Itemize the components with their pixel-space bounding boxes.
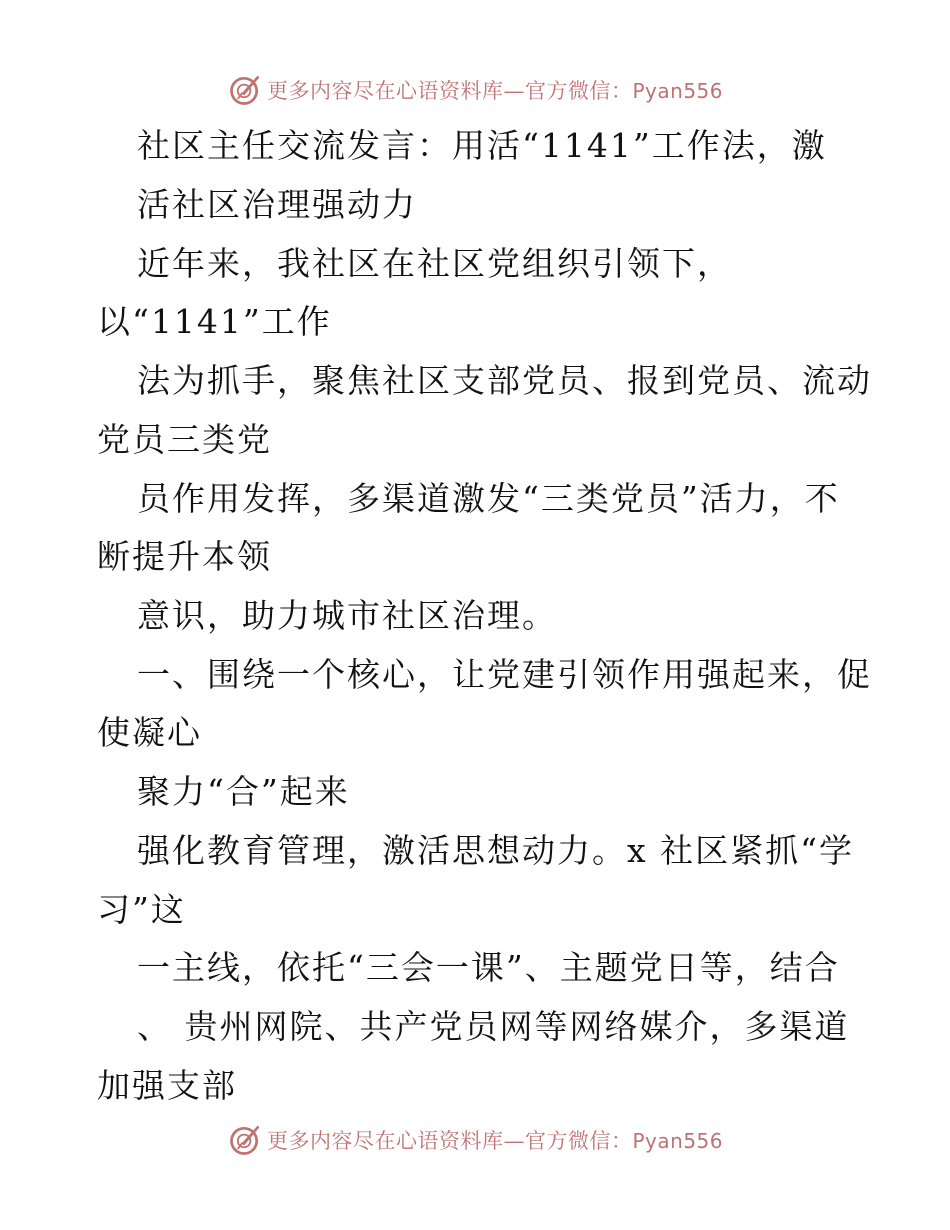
title-line-1: 社区主任交流发言：用活“1141”工作法，激: [137, 126, 827, 165]
text-line: 法为抓手，聚焦社区支部党员、报到党员、流动: [137, 361, 872, 400]
watermark-wechat-id: Pyan556: [632, 1129, 723, 1153]
watermark-wechat-id: Pyan556: [632, 79, 723, 103]
title-line-2: 活社区治理强动力: [137, 185, 417, 224]
section-heading-line-1: 一、围绕一个核心，让党建引领作用强起来，促: [137, 655, 872, 694]
text-line: 员作用发挥，多渠道激发“三类党员”活力，不: [137, 479, 840, 518]
text-line: 加强支部: [97, 1066, 237, 1105]
footer-watermark: [0, 1120, 950, 1160]
text-line: 意识，助力城市社区治理。: [137, 596, 557, 635]
quill-logo-icon: [227, 1122, 263, 1158]
section-heading-line-3: 聚力“合”起来: [137, 772, 350, 811]
watermark-text: 更多内容尽在心语资料库—官方微信：: [266, 1129, 633, 1153]
text-line: 党员三类党: [97, 420, 272, 459]
watermark-text: 更多内容尽在心语资料库—官方微信：: [266, 79, 633, 103]
text-line: 一主线，依托“三会一课”、主题党日等，结合: [137, 948, 840, 987]
section-heading-line-2: 使凝心: [97, 713, 202, 752]
text-line: 习”这: [97, 890, 186, 929]
text-line: 强化教育管理，激活思想动力。x 社区紧抓“学: [137, 831, 854, 870]
text-line: 断提升本领: [97, 537, 272, 576]
text-line: 近年来，我社区在社区党组织引领下，: [137, 244, 732, 283]
text-line: 以“1141”工作: [97, 302, 332, 341]
text-line: 、 贵州网院、共产党员网等网络媒介，多渠道: [137, 1007, 850, 1046]
